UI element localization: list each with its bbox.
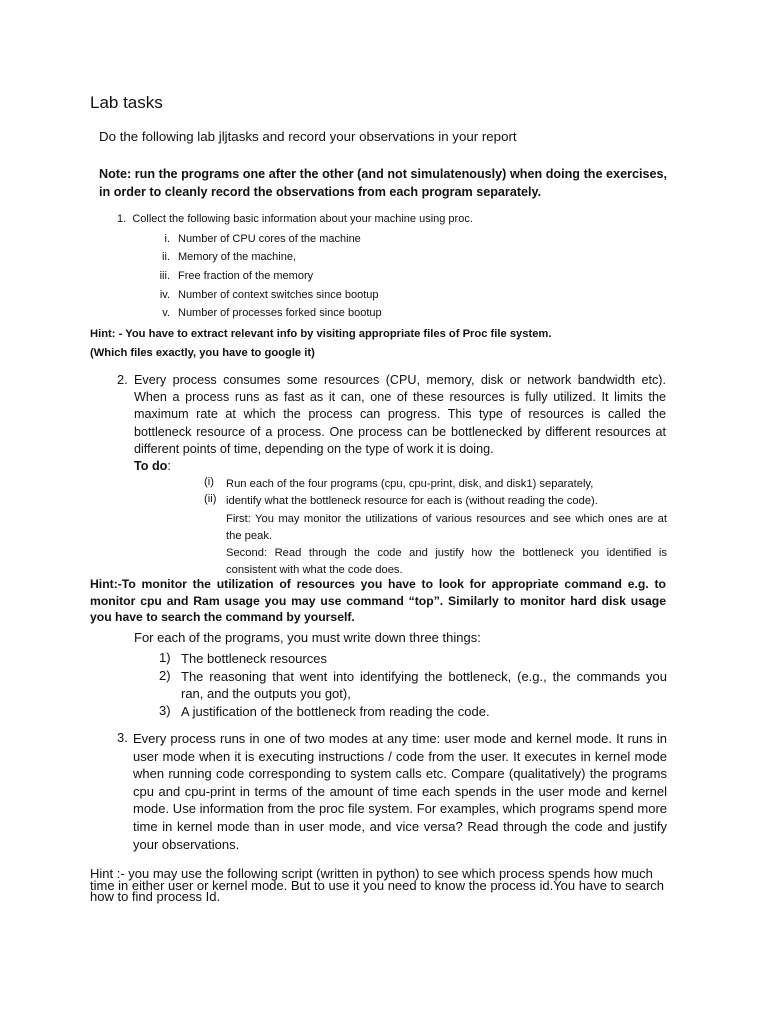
todo-text: Run each of the four programs (cpu, cpu-print, disk, and disk1) separately,	[226, 478, 594, 490]
subitem-number: iv.	[159, 289, 170, 301]
task3-number: 3.	[117, 730, 128, 745]
list-number: 2)	[159, 668, 171, 683]
task1-text: Collect the following basic information about your machine using proc.	[132, 213, 473, 225]
task1-item	[117, 213, 473, 225]
subitem-text: Number of CPU cores of the machine	[178, 233, 361, 245]
subitem-text: Free fraction of the memory	[178, 270, 314, 282]
list-item: The reasoning that went into identifying the bottleneck, (e.g., the commands you ran, and the outputs you got),	[181, 669, 667, 702]
foreach-text: For each of the programs, you must write down three things:	[134, 630, 481, 645]
task2-number: 2.	[117, 372, 128, 387]
task3-text: Every process runs in one of two modes at any time: user mode and kernel mode. It runs in user mode when it is executing instructions / code from the user. It executes in kernel mode when running code corresponding to system calls etc. Compare (qualitatively) the programs cpu and cpu-print in terms of the amount of time each spends in the user mode and kernel mode. Use information from the proc file system. For examples, which programs spend more time in kernel mode than in user mode, and vice versa? Read through the code and justify your observations.	[133, 731, 667, 852]
subitem-number: ii.	[162, 251, 170, 263]
subitem-number: v.	[162, 307, 170, 319]
list-item: A justification of the bottleneck from reading the code.	[181, 704, 490, 719]
task1-hint	[90, 325, 552, 363]
todo-colon: :	[167, 459, 171, 473]
subitem-text: Memory of the machine,	[178, 251, 296, 263]
subitem-text: Number of processes forked since bootup	[178, 307, 382, 319]
list-number: 1)	[159, 650, 171, 665]
task1-subitem	[159, 289, 379, 301]
hint-line: (Which files exactly, you have to google it)	[90, 347, 315, 359]
task1-subitem	[162, 251, 296, 263]
todo-first: First: You may monitor the utilizations of various resources and see which ones are at the peak.	[226, 513, 667, 543]
task1-number: 1.	[117, 213, 127, 225]
todo-heading	[134, 459, 171, 473]
task3-hint: Hint :- you may use the following script (written in python) to see which process spends how much time in either user or kernel mode. But to use it you need to know the process id.You have to search how to find process Id.	[90, 866, 665, 904]
list-number: 3)	[159, 703, 171, 718]
subitem-text: Number of context switches since bootup	[178, 289, 379, 301]
task1-subitem	[159, 270, 314, 282]
todo-text: identify what the bottleneck resource for each is (without reading the code).	[226, 495, 598, 507]
subitem-number: i.	[164, 233, 170, 245]
task1-subitem	[162, 307, 382, 319]
hint-line: Hint: - You have to extract relevant info by visiting appropriate files of Proc file system.	[90, 328, 552, 340]
todo-number: (ii)	[204, 493, 217, 505]
note-text: Note: run the programs one after the other (and not simulatenously) when doing the exercises, in order to cleanly record the observations from each program separately.	[99, 167, 667, 199]
task2-text: Every process consumes some resources (CPU, memory, disk or network bandwidth etc). When a process runs as fast as it can, one of these resources is fully utilized. It limits the maximum rate at which the process can progress. This type of resources is called the bottleneck resource of a process. One process can be bottlenecked by different resources at different points of time, depending on the type of work it is doing.	[134, 373, 666, 456]
list-item: The bottleneck resources	[181, 651, 327, 666]
page-title: Lab tasks	[90, 93, 163, 112]
task2-hint: Hint:-To monitor the utilization of resources you have to look for appropriate command e.g. to monitor cpu and Ram usage you may use command “top”. Similarly to monitor hard disk usage you have to search the command by yourself.	[90, 577, 666, 625]
todo-label: To do	[134, 459, 168, 473]
intro-text: Do the following lab jljtasks and record your observations in your report	[99, 129, 517, 144]
task1-subitem	[164, 233, 361, 245]
subitem-number: iii.	[159, 270, 170, 282]
todo-number: (i)	[204, 476, 214, 488]
todo-second: Second: Read through the code and justify how the bottleneck you identified is consistent with what the code does.	[226, 547, 667, 577]
